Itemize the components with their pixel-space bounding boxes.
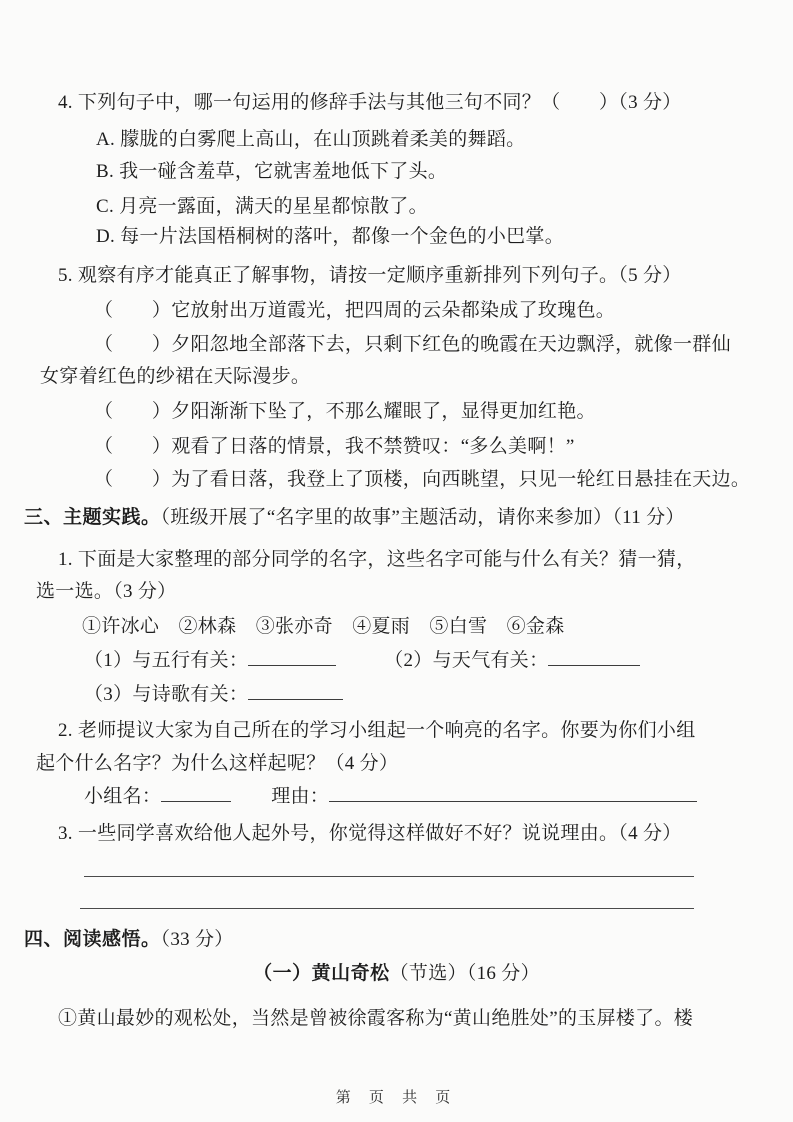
blank-2-label: （2）与天气有关：	[384, 650, 549, 671]
section-4-title: 四、阅读感悟。	[24, 929, 161, 950]
question-5-item-2-continued: 女穿着红色的纱裙在天际漫步。	[40, 366, 311, 387]
reading-passage-title	[0, 961, 793, 987]
section-4-subtitle: （33 分）	[160, 929, 234, 950]
s3-question-2-answer-line	[84, 784, 697, 810]
group-name-label: 小组名：	[84, 786, 162, 807]
section-4-header	[24, 927, 234, 953]
question-4-option-b: B. 我一碰含羞草，它就害羞地低下了头。	[96, 161, 448, 182]
s3-question-1-blanks-1-2	[84, 648, 640, 674]
question-5-item-5: （ ）为了看日落，我登上了顶楼，向西眺望，只见一轮红日悬挂在天边。	[94, 469, 751, 490]
reading-paragraph-1: ①黄山最妙的观松处，当然是曾被徐霞客称为“黄山绝胜处”的玉屏楼了。楼	[58, 1008, 694, 1029]
group-name-underline	[161, 786, 231, 802]
s3-question-1-line-1: 1. 下面是大家整理的部分同学的名字，这些名字可能与什么有关？猜一猜，	[58, 549, 696, 570]
section-3-title: 三、主题实践。	[24, 507, 161, 528]
blank-2-underline	[548, 650, 640, 666]
s3-question-2-line-2: 起个什么名字？为什么这样起呢？（4 分）	[36, 753, 399, 774]
s3-question-1-name-list: ①许冰心 ②林森 ③张亦奇 ④夏雨 ⑤白雪 ⑥金森	[82, 616, 565, 637]
s3-question-3-answer-rule-2	[80, 908, 694, 909]
s3-question-3-line-1: 3. 一些同学喜欢给他人起外号，你觉得这样做好不好？说说理由。（4 分）	[58, 823, 682, 844]
s3-question-3-answer-rule-1	[84, 876, 694, 877]
question-5-item-2: （ ）夕阳忽地全部落下去，只剩下红色的晚霞在天边飘浮，就像一群仙	[94, 334, 731, 355]
reading-title-main: （一）黄山奇松	[253, 963, 390, 984]
blank-3-underline	[248, 684, 343, 700]
reading-title-note: （节选）（16 分）	[389, 963, 540, 984]
question-4-option-d: D. 每一片法国梧桐树的落叶，都像一个金色的小巴掌。	[96, 226, 565, 247]
reason-underline	[329, 786, 697, 802]
question-5-item-1: （ ）它放射出万道霞光，把四周的云朵都染成了玫瑰色。	[94, 300, 616, 321]
blank-1-underline	[248, 650, 336, 666]
s3-question-1-line-2: 选一选。（3 分）	[36, 581, 177, 602]
s3-question-2-line-1: 2. 老师提议大家为自己所在的学习小组起一个响亮的名字。你要为你们小组	[58, 720, 696, 741]
blank-3-label: （3）与诗歌有关：	[84, 684, 249, 705]
section-3-subtitle: （班级开展了“名字里的故事”主题活动，请你来参加）（11 分）	[160, 507, 685, 528]
question-4-option-c: C. 月亮一露面，满天的星星都惊散了。	[96, 196, 428, 217]
question-4-header: 4. 下列句子中，哪一句运用的修辞手法与其他三句不同？（ ）（3 分）	[58, 92, 682, 113]
question-4-option-a: A. 朦胧的白雾爬上高山，在山顶跳着柔美的舞蹈。	[96, 129, 526, 150]
question-5-item-4: （ ）观看了日落的情景，我不禁赞叹：“多么美啊！”	[94, 436, 575, 457]
section-3-header	[24, 505, 685, 531]
blank-1-label: （1）与五行有关：	[84, 650, 249, 671]
question-5-header: 5. 观察有序才能真正了解事物，请按一定顺序重新排列下列句子。（5 分）	[58, 265, 682, 286]
page-footer: 第 页 共 页	[335, 1089, 458, 1106]
question-5-item-3: （ ）夕阳渐渐下坠了，不那么耀眼了，显得更加红艳。	[94, 401, 596, 422]
reason-label: 理由：	[271, 786, 330, 807]
s3-question-1-blank-3	[84, 682, 343, 708]
